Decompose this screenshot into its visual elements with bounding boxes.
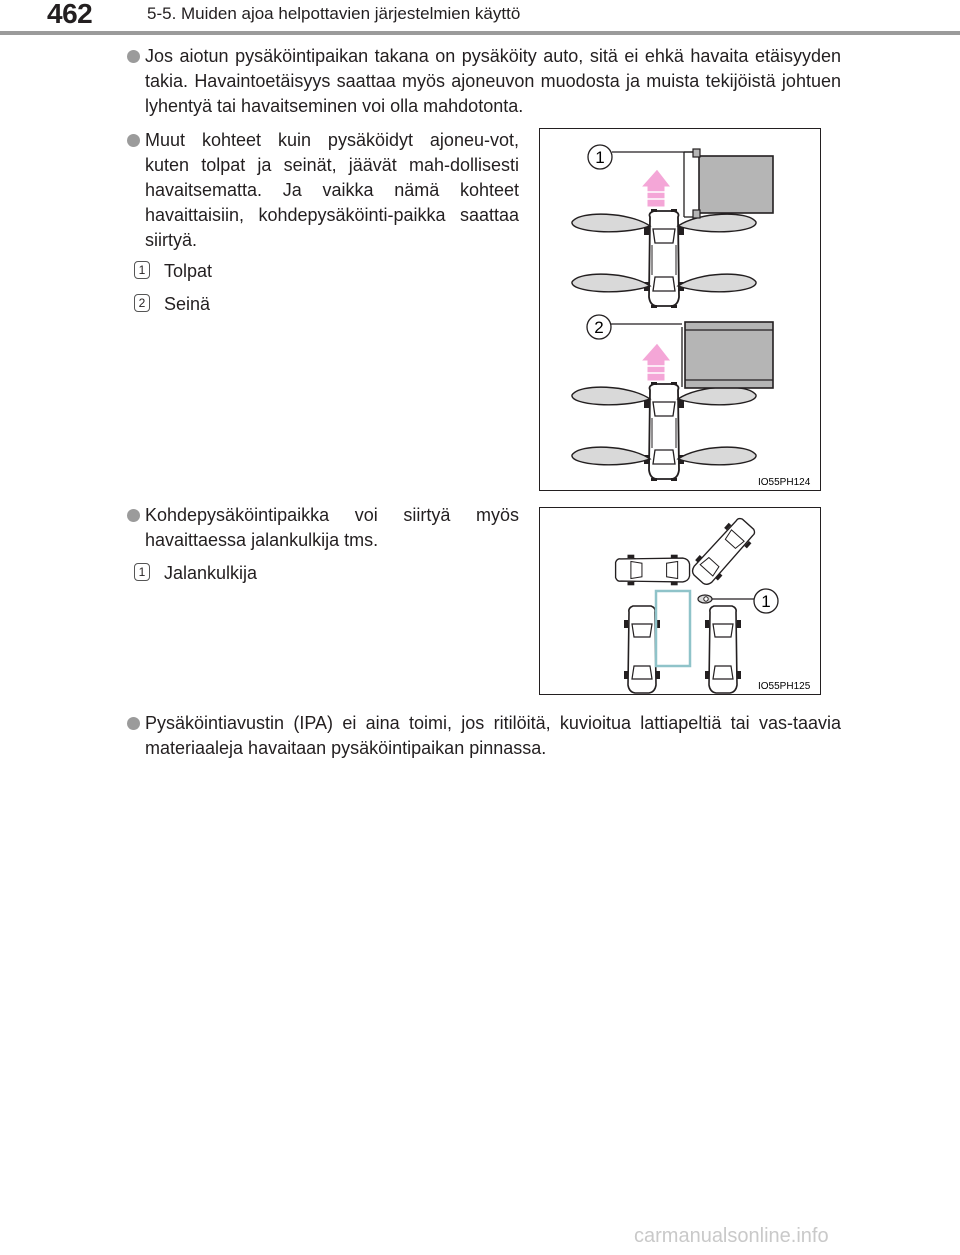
legend-number-badge: 1	[134, 563, 150, 581]
pink-arrow-icon	[641, 169, 671, 207]
bullet-text: Kohdepysäköintipaikka voi siirtyä myös havaittaessa jalankulkija tms.	[145, 505, 519, 550]
legend-item-pedestrian	[138, 561, 258, 585]
figure-code: IO55PH124	[758, 477, 811, 488]
legend-label: Seinä	[164, 294, 211, 314]
section-title: 5-5. Muiden ajoa helpottavien järjestelmien käyttö	[147, 4, 521, 23]
figure-pedestrian	[539, 507, 821, 695]
bullet-paragraph-3	[145, 503, 519, 553]
pink-arrow-icon	[641, 343, 671, 381]
bullet-paragraph-4	[145, 711, 841, 761]
figure-illustration	[540, 508, 820, 694]
top-car	[644, 209, 684, 308]
legend-number-badge: 1	[134, 261, 150, 279]
figure-posts-and-wall	[539, 128, 821, 491]
post-block	[699, 156, 773, 213]
callout-label: 2	[594, 318, 604, 337]
maneuvering-car	[616, 555, 690, 586]
parked-car-left	[624, 606, 660, 693]
legend-label: Tolpat	[164, 261, 213, 281]
pedestrian-icon	[698, 595, 712, 603]
bullet-paragraph-1	[145, 44, 841, 119]
callout-label: 1	[595, 148, 605, 167]
bottom-car	[644, 382, 684, 481]
bullet-text: Jos aiotun pysäköintipaikan takana on pysäköity auto, sitä ei ehkä havaita etäisyyden takia. Havaintoetäisyys saattaa myös ajoneuvon muodosta ja muista tekijöistä johtuen lyhentyä tai havaitseminen voi olla mahdotonta.	[145, 46, 841, 116]
angled-car	[687, 514, 759, 589]
legend-label: Jalankulkija	[164, 563, 258, 583]
legend-item-posts	[138, 259, 213, 283]
figure-illustration	[540, 129, 820, 490]
parked-car-right	[705, 606, 741, 693]
wall-block	[685, 322, 773, 388]
bullet-text: Muut kohteet kuin pysäköidyt ajoneu-vot, kuten tolpat ja seinät, jäävät mah-dollisesti havaitsematta. Ja vaikka nämä kohteet havaittaisiin, kohdepysäköinti-paikka saattaa siirtyä.	[145, 130, 519, 250]
legend-number-badge: 2	[134, 294, 150, 312]
callout-label: 1	[761, 592, 771, 611]
watermark: carmanualsonline.info	[634, 1225, 829, 1247]
figure-code: IO55PH125	[758, 681, 811, 692]
header-divider	[0, 31, 960, 35]
bullet-dot	[127, 717, 140, 730]
post-marker	[693, 149, 700, 157]
bullet-dot	[127, 509, 140, 522]
page-number: 462	[47, 0, 93, 29]
bullet-text: Pysäköintiavustin (IPA) ei aina toimi, jos ritilöitä, kuvioitua lattiapeltiä tai vas-taavia materiaaleja havaitaan pysäköintipaikan pinnassa.	[145, 713, 841, 758]
legend-item-wall	[138, 292, 211, 316]
target-parking-space	[656, 591, 690, 666]
bullet-paragraph-2	[145, 128, 519, 253]
post-marker	[693, 210, 700, 218]
bullet-dot	[127, 134, 140, 147]
bullet-dot	[127, 50, 140, 63]
